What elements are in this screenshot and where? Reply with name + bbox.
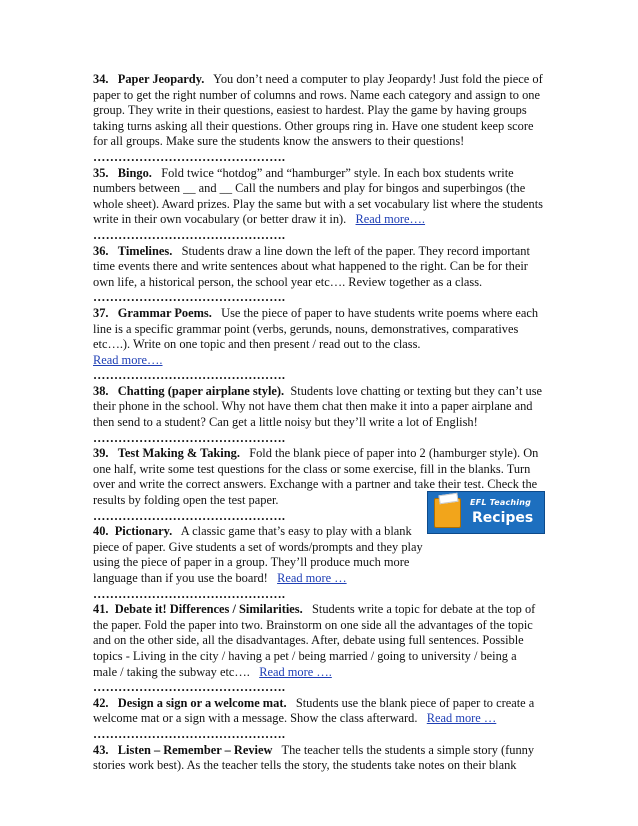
item-title: Pictionary.: [114, 524, 173, 539]
item-title: Listen – Remember – Review: [117, 742, 273, 757]
item-number: 36.: [93, 243, 109, 258]
item-title: Bingo.: [117, 165, 152, 180]
item-number: 40.: [93, 524, 109, 539]
item-text: Use the piece of paper to have students write poems where each line is a specific grammar point (verbs, gerunds, nouns, demonstratives, comparatives etc….). Write on one topic and then present / read out to the class.: [93, 305, 539, 352]
read-more-link[interactable]: Read more….: [355, 212, 426, 227]
item-title: Chatting (paper airplane style).: [117, 383, 285, 398]
separator: ……………………………………….: [93, 726, 286, 741]
separator: ……………………………………….: [93, 227, 286, 242]
logo-line2: Recipes: [472, 510, 534, 526]
separator: ……………………………………….: [93, 430, 286, 445]
item-42: [93, 696, 543, 727]
item-number: 35.: [93, 165, 109, 180]
item-43: [93, 743, 543, 774]
separator: ……………………………………….: [93, 508, 286, 523]
item-title: Timelines.: [117, 243, 173, 258]
item-text: The teacher tells the students a simple story (funny stories work best). As the teacher tells the story, the students take notes on their blank: [93, 742, 535, 773]
recipe-box-icon: [434, 498, 461, 528]
read-more-link[interactable]: Read more ….: [259, 664, 332, 679]
logo-line1: EFL Teaching: [470, 498, 532, 507]
item-text: Students draw a line down the left of the paper. They record important time events there and write sentences about what happened to the right. Can be for their own life, a historical person, the school year etc…. Review together as a class.: [93, 243, 530, 289]
item-text: Fold twice “hotdog” and “hamburger” style. In each box students write numbers between __ and __ Call the numbers and play for bingos and superbingos (the whole sheet). Award prizes. Play the same but with a set vocabulary list where the students write in their own vocabulary (or better draw it in).: [93, 165, 543, 227]
item-text: Fold the blank piece of paper into 2 (hamburger style). On one half, write some test questions for the class or some exercise, fill in the blanks. Turn over and write the correct answers. Exchange with a partner and take their test. Check the results by folding open the test paper.: [93, 446, 539, 508]
separator: ……………………………………….: [93, 149, 286, 164]
item-number: 38.: [93, 383, 109, 398]
document-body: [93, 72, 543, 774]
read-more-link[interactable]: Read more….: [93, 352, 163, 367]
item-text: Students love chatting or texting but they can’t use their phone in the school. Why not have them chat then make it into a paper airplane and then send to a student? Can get a little noisy but they’ll write a lot of English!: [93, 383, 543, 430]
item-number: 37.: [93, 305, 109, 320]
item-text: You don’t need a computer to play Jeopardy! Just fold the piece of paper to get the right number of columns and rows. Name each category and assign to one group. They write in their questions, easiest to hardest. Play the game by having groups taking turns asking all their questions. Other groups ring in. Have one student keep score for all groups. Make sure the students know the answers to their questions!: [93, 72, 543, 149]
separator: ……………………………………….: [93, 680, 286, 695]
item-38: [93, 384, 543, 431]
efl-teaching-recipes-logo: [427, 491, 545, 534]
item-title: Debate it! Differences / Similarities.: [114, 602, 303, 617]
item-number: 34.: [93, 72, 109, 86]
item-title: Design a sign or a welcome mat.: [117, 695, 287, 710]
item-text: Students write a topic for debate at the top of the paper. Fold the paper into two. Brainstorm on one side all the advantages of the topic and on the other side, all the disadvantages. After, debate using full sentences. Possible topics - Living in the city / having a pet / being married / going to university / being a male / taking the subway etc….: [93, 602, 536, 679]
separator: ……………………………………….: [93, 586, 286, 601]
item-number: 42.: [93, 695, 109, 710]
read-more-link[interactable]: Read more …: [277, 571, 347, 585]
separator: ……………………………………….: [93, 290, 286, 305]
item-text: A classic game that’s easy to play with a blank piece of paper. Give students a set of words/prompts and they play using the piece of paper in a group. They’ll produce much more language than if you use the board!: [93, 524, 423, 585]
item-number: 43.: [93, 742, 109, 757]
item-number: 39.: [93, 446, 109, 461]
item-35: [93, 166, 543, 228]
item-text: Students use the blank piece of paper to create a welcome mat or a sign with a message. Show the class afterward.: [93, 695, 535, 726]
separator: ……………………………………….: [93, 368, 286, 383]
item-title: Grammar Poems.: [117, 305, 212, 320]
read-more-link[interactable]: Read more …: [426, 711, 497, 726]
item-36: [93, 244, 543, 291]
item-title: Paper Jeopardy.: [117, 72, 205, 86]
item-title: Test Making & Taking.: [117, 446, 240, 461]
item-number: 41.: [93, 602, 109, 617]
item-41: [93, 602, 543, 680]
item-34: [93, 72, 543, 150]
item-37: [93, 306, 543, 368]
